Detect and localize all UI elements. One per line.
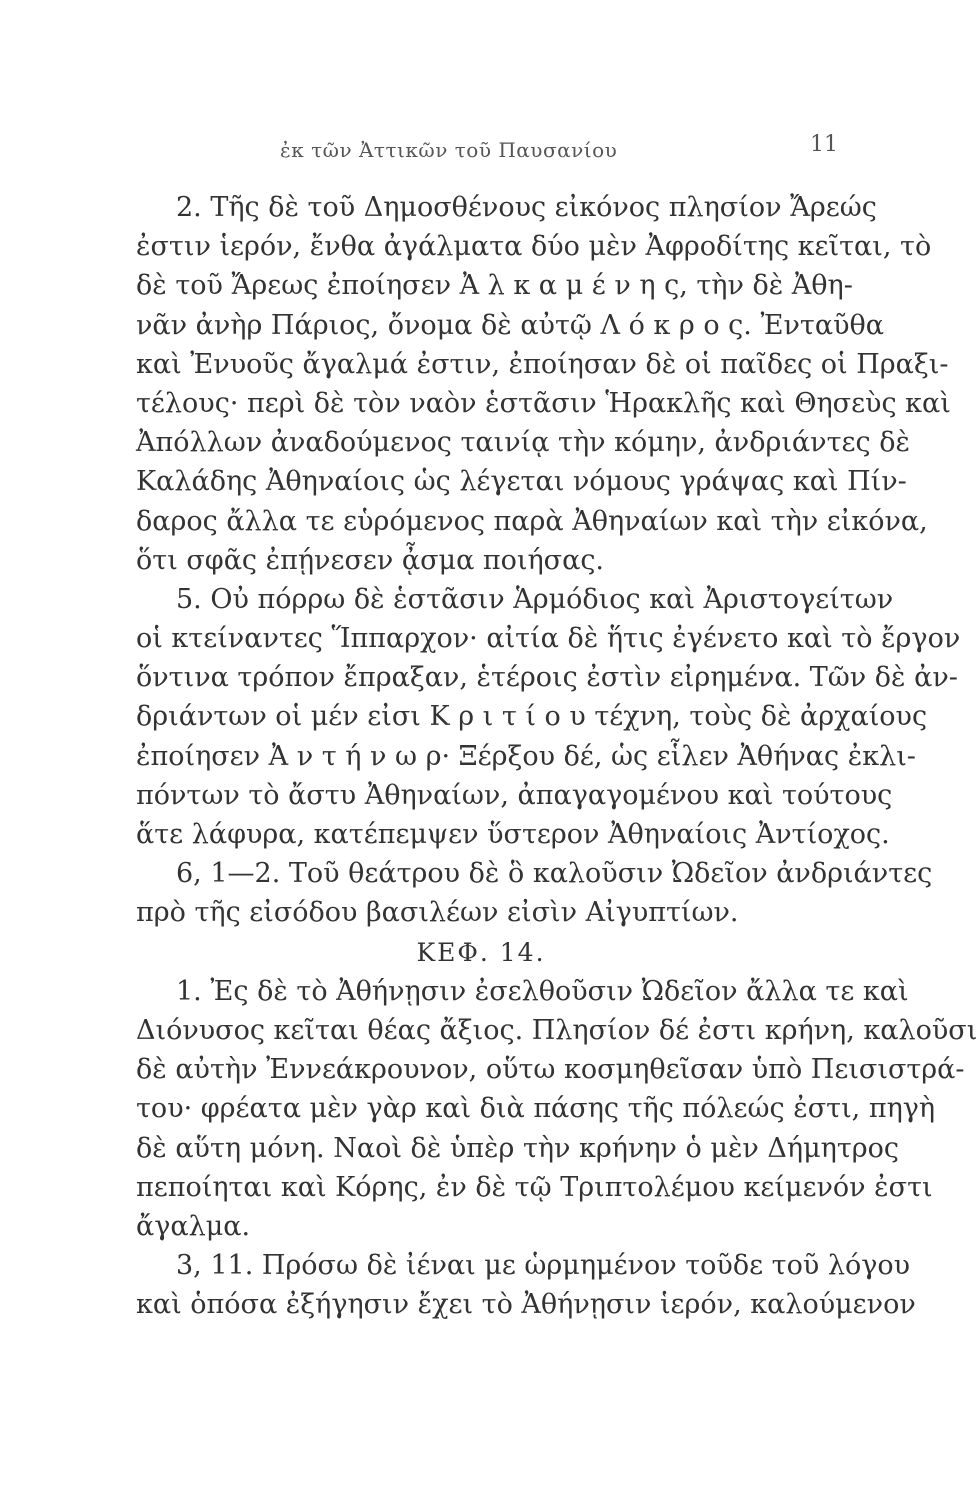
text-line: τέλους· περὶ δὲ τὸν ναὸν ἑστᾶσιν Ἡρακλῆς καὶ Θησεὺς καὶ xyxy=(136,387,951,419)
text-line: 1. Ἐς δὲ τὸ Ἀθήνῃσιν ἐσελθοῦσιν Ὠδεῖον ἄλλα τε καὶ xyxy=(176,975,909,1007)
text-line: δαρος ἄλλα τε εὑρόμενος παρὰ Ἀθηναίων καὶ τὴν εἰκόνα, xyxy=(136,505,928,537)
text-line: δὲ αὕτη μόνη. Ναοὶ δὲ ὑπὲρ τὴν κρήνην ὁ μὲν Δήμητρος xyxy=(136,1132,900,1164)
text-line: ἅτε λάφυρα, κατέπεμψεν ὕστερον Ἀθηναίοις Ἀντίοχος. xyxy=(136,819,890,850)
text-line: 6, 1—2. Τοῦ θεάτρου δὲ ὃ καλοῦσιν Ὠδεῖον ἀνδριάντες xyxy=(176,858,933,890)
text-line: 5. Οὐ πόρρω δὲ ἑστᾶσιν Ἁρμόδιος καὶ Ἀριστογείτων xyxy=(176,583,894,615)
text-line: 2. Τῆς δὲ τοῦ Δημοσθένους εἰκόνος πλησίον Ἄρεώς xyxy=(176,192,877,223)
chapter-heading: ΚΕΦ. 14. xyxy=(416,937,546,967)
text-line: καὶ ὁπόσα ἐξήγησιν ἔχει τὸ Ἀθήνῃσιν ἱερόν, καλούμενον xyxy=(136,1289,916,1321)
text-line: δριάντων οἱ μέν εἰσι Κ ρ ι τ ί ο υ τέχνη, τοὺς δὲ ἀρχαίους xyxy=(136,701,928,733)
text-line: ἐστιν ἱερόν, ἔνθα ἀγάλματα δύο μὲν Ἀφροδίτης κεῖται, τὸ xyxy=(136,231,932,263)
page-number: 11 xyxy=(810,132,838,157)
text-line: Διόνυσος κεῖται θέας ἄξιος. Πλησίον δέ ἐστι κρήνη, καλοῦσι xyxy=(136,1014,977,1046)
text-line: νᾶν ἀνὴρ Πάριος, ὄνομα δὲ αὐτῷ Λ ό κ ρ ο ς. Ἐνταῦθα xyxy=(136,309,884,341)
text-line: οἱ κτείναντες Ἵππαρχον· αἰτία δὲ ἥτις ἐγένετο καὶ τὸ ἔργον xyxy=(136,623,961,655)
text-line: ἐποίησεν Ἀ ν τ ή ν ω ρ· Ξέρξου δέ, ὡς εἷλεν Ἀθήνας ἐκλι- xyxy=(136,740,916,772)
text-line: πρὸ τῆς εἰσόδου βασιλέων εἰσὶν Αἰγυπτίων. xyxy=(136,897,739,929)
body-text xyxy=(136,188,977,1324)
text-line: ὅτι σφᾶς ἐπῄνεσεν ᾆσμα ποιήσας. xyxy=(136,544,605,576)
text-line: δὲ τοῦ Ἄρεως ἐποίησεν Ἀ λ κ α μ έ ν η ς, τὴν δὲ Ἀθη- xyxy=(136,270,853,302)
text-line: 3, 11. Πρόσω δὲ ἰέναι με ὡρμημένον τοῦδε τοῦ λόγου xyxy=(176,1250,911,1282)
text-line: πόντων τὸ ἄστυ Ἀθηναίων, ἀπαγαγομένου καὶ τούτους xyxy=(136,779,893,811)
running-head: ἐκ τῶν Ἀττικῶν τοῦ Παυσανίου xyxy=(280,138,618,162)
text-line: Ἀπόλλων ἀναδούμενος ταινίᾳ τὴν κόμην, ἀνδριάντες δὲ xyxy=(136,427,910,459)
text-line: πεποίηται καὶ Κόρης, ἐν δὲ τῷ Τριπτολέμου κείμενόν ἐστι xyxy=(136,1171,933,1203)
text-line: καὶ Ἐνυοῦς ἄγαλμά ἐστιν, ἐποίησαν δὲ οἱ παῖδες οἱ Πραξι- xyxy=(136,348,949,380)
text-line: Καλάδης Ἀθηναίοις ὡς λέγεται νόμους γράψας καὶ Πίν- xyxy=(136,466,907,498)
text-line: ἄγαλμα. xyxy=(136,1210,251,1242)
text-line: του· φρέατα μὲν γὰρ καὶ διὰ πάσης τῆς πόλεώς ἐστι, πηγὴ xyxy=(136,1093,936,1125)
text-line: δὲ αὐτὴν Ἐννεάκρουνον, οὕτω κοσμηθεῖσαν ὑπὸ Πεισιστρά- xyxy=(136,1054,965,1086)
text-line: ὅντινα τρόπον ἔπραξαν, ἑτέροις ἐστὶν εἰρημένα. Τῶν δὲ ἀν- xyxy=(136,662,958,694)
